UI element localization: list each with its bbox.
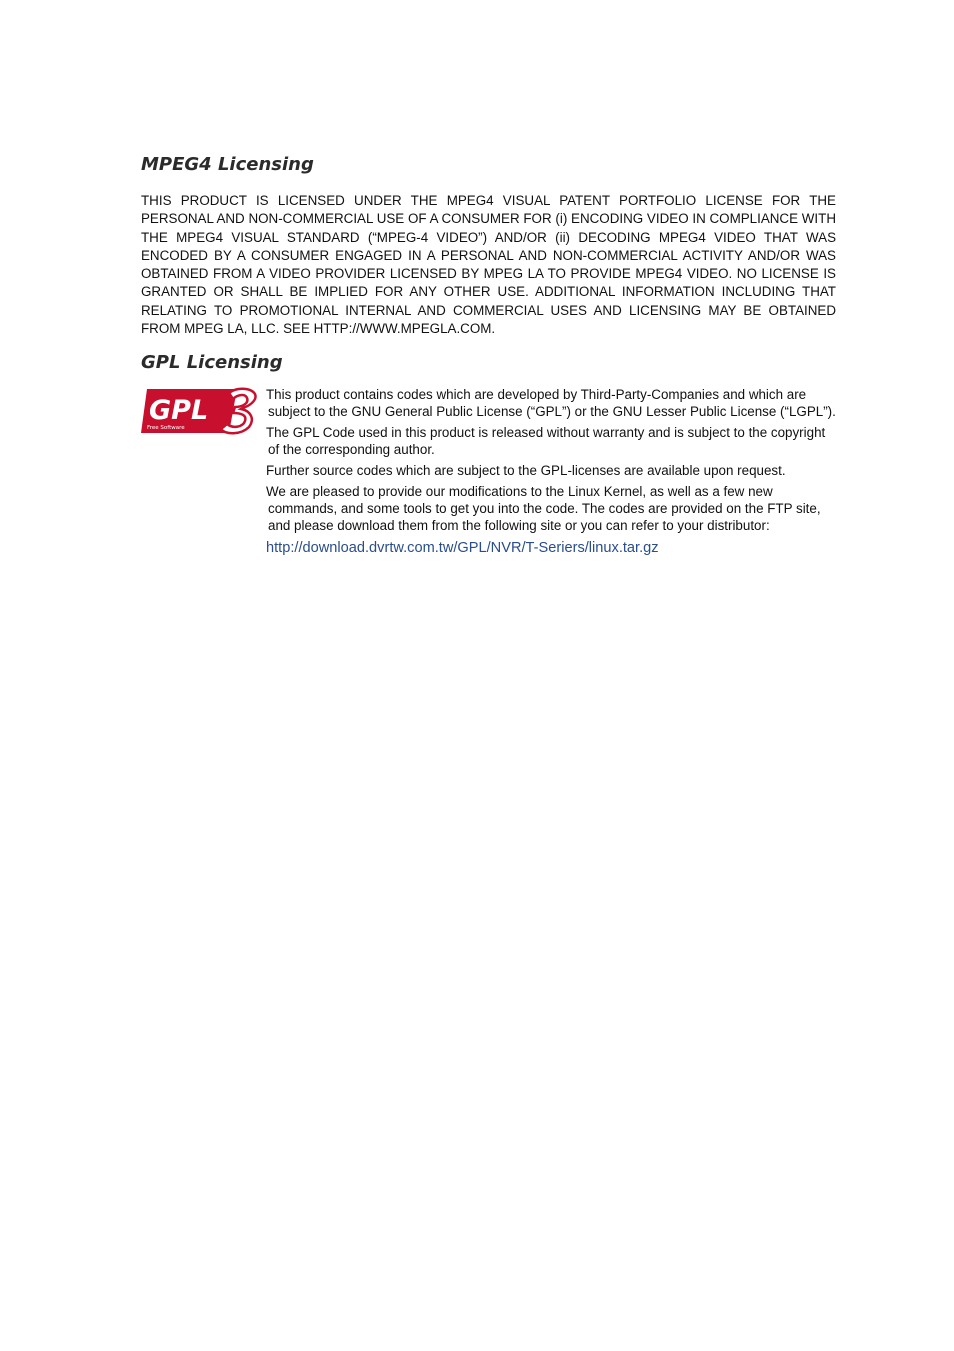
mpeg4-licensing-title: MPEG4 Licensing bbox=[141, 154, 314, 175]
gpl-paragraph-third-party: This product contains codes which are developed by Third-Party-Companies and which are subject to the GNU General Public License (“GPL”) or the GNU Lesser Public License (“LGPL”). bbox=[266, 387, 836, 420]
gpl-logo-subtext: Free Software bbox=[147, 425, 185, 432]
mpeg4-licensing-body: THIS PRODUCT IS LICENSED UNDER THE MPEG4 VISUAL PATENT PORTFOLIO LICENSE FOR THE PERSONAL AND NON-COMMERCIAL USE OF A CONSUMER FOR (i) ENCODING VIDEO IN COMPLIANCE WITH THE MPEG4 VISUAL STANDARD (“MPEG-4 VIDEO”) AND/OR (ii) DECODING MPEG4 VIDEO THAT WAS ENCODED BY A CONSUMER ENGAGED IN A PERSONAL AND NON-COMMERCIAL ACTIVITY AND/OR WAS OBTAINED FROM A VIDEO PROVIDER LICENSED BY MPEG LA TO PROVIDE MPEG4 VIDEO. NO LICENSE IS GRANTED OR SHALL BE IMPLIED FOR ANY OTHER USE. ADDITIONAL INFORMATION INCLUDING THAT RELATING TO PROMOTIONAL INTERNAL AND COMMERCIAL USES AND LICENSING MAY BE OBTAINED FROM MPEG LA, LLC. SEE HTTP://WWW.MPEGLA.COM. bbox=[141, 193, 836, 337]
gpl-licensing-title: GPL Licensing bbox=[141, 352, 283, 374]
gpl-text-column bbox=[266, 386, 838, 557]
gpl-logo-text: GPL bbox=[149, 395, 209, 427]
gpl-paragraph-source-request: Further source codes which are subject to the GPL-licenses are available upon request. bbox=[266, 463, 786, 479]
gpl-paragraph-download: We are pleased to provide our modifications to the Linux Kernel, as well as a few new commands, and some tools to get you into the code. The codes are provided on the FTP site, and please download them from the following site or you can refer to your distributor: bbox=[266, 484, 821, 534]
gpl-download-link[interactable]: http://download.dvrtw.com.tw/GPL/NVR/T-Seriers/linux.tar.gz bbox=[266, 540, 659, 557]
document-page bbox=[141, 152, 836, 586]
gpl-paragraph-warranty: The GPL Code used in this product is released without warranty and is subject to the copyright of the corresponding author. bbox=[266, 425, 826, 458]
gpl-v3-logo-icon bbox=[141, 387, 261, 435]
gpl-licensing-section bbox=[141, 386, 836, 586]
